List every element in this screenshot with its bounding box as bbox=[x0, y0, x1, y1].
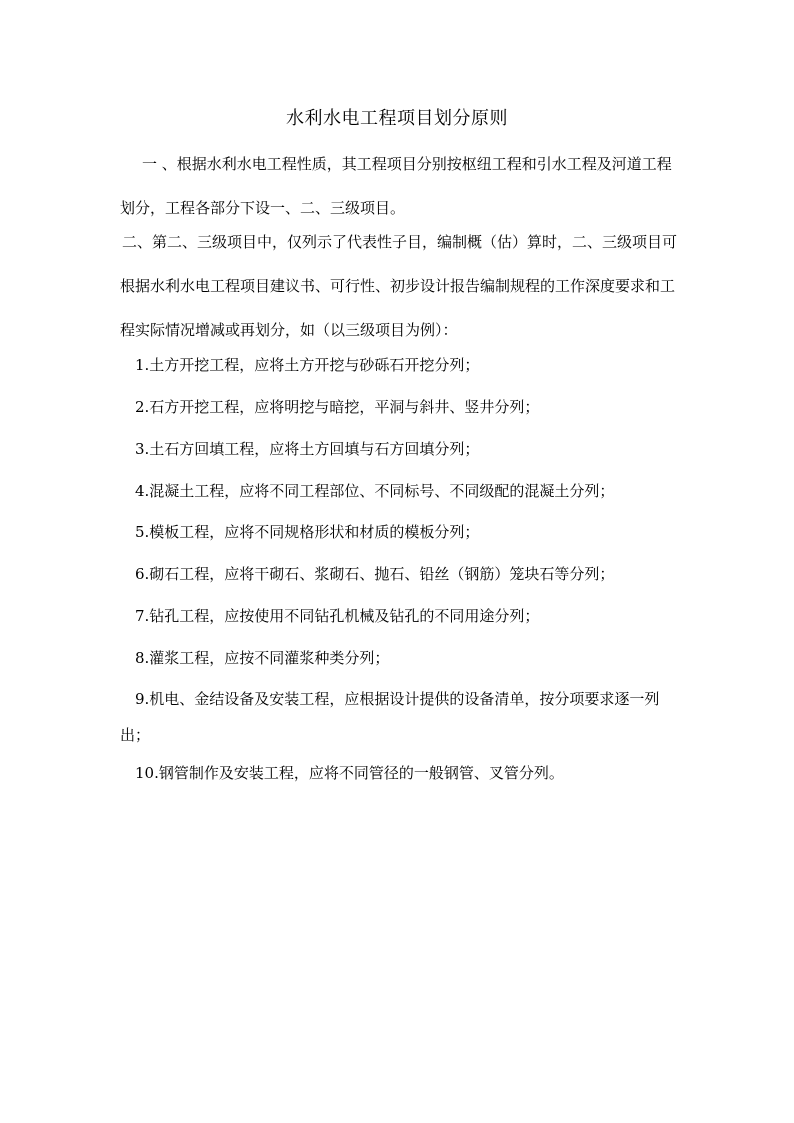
list-item-3: 3.土石方回填工程，应将土方回填与石方回填分列； bbox=[135, 440, 480, 458]
document-title: 水利水电工程项目划分原则 bbox=[286, 108, 508, 129]
list-item-7: 7.钻孔工程，应按使用不同钻孔机械及钻孔的不同用途分列； bbox=[135, 607, 540, 625]
list-item-5: 5.模板工程，应将不同规格形状和材质的模板分列； bbox=[135, 523, 480, 541]
list-item-9: 9.机电、金结设备及安装工程，应根据设计提供的设备清单，按分项要求逐一列出； bbox=[120, 690, 660, 744]
list-item-6: 6.砌石工程，应将干砌石、浆砌石、抛石、铅丝（钢筋）笼块石等分列； bbox=[135, 565, 615, 583]
list-item-10: 10.钢管制作及安装工程，应将不同管径的一般钢管、叉管分列。 bbox=[135, 764, 564, 782]
paragraph-1: 一 、根据水利水电工程性质，其工程项目分别按枢纽工程和引水工程及河道工程划分，工程各部分下设一、二、三级项目。 bbox=[120, 155, 672, 217]
list-item-8: 8.灌浆工程，应按不同灌浆种类分列； bbox=[135, 649, 390, 667]
list-item-1: 1.土方开挖工程，应将土方开挖与砂砾石开挖分列； bbox=[135, 356, 480, 374]
list-item-2: 2.石方开挖工程，应将明挖与暗挖，平洞与斜井、竖井分列； bbox=[135, 398, 540, 416]
paragraph-2: 二、第二、三级项目中，仅列示了代表性子目，编制概（估）算时，二、三级项目可根据水利水电工程项目建议书、可行性、初步设计报告编制规程的工作深度要求和工程实际情况增减或再划分，如（以三级项目为例）： bbox=[120, 233, 678, 339]
list-item-4: 4.混凝土工程，应将不同工程部位、不同标号、不同级配的混凝土分列； bbox=[135, 482, 615, 500]
